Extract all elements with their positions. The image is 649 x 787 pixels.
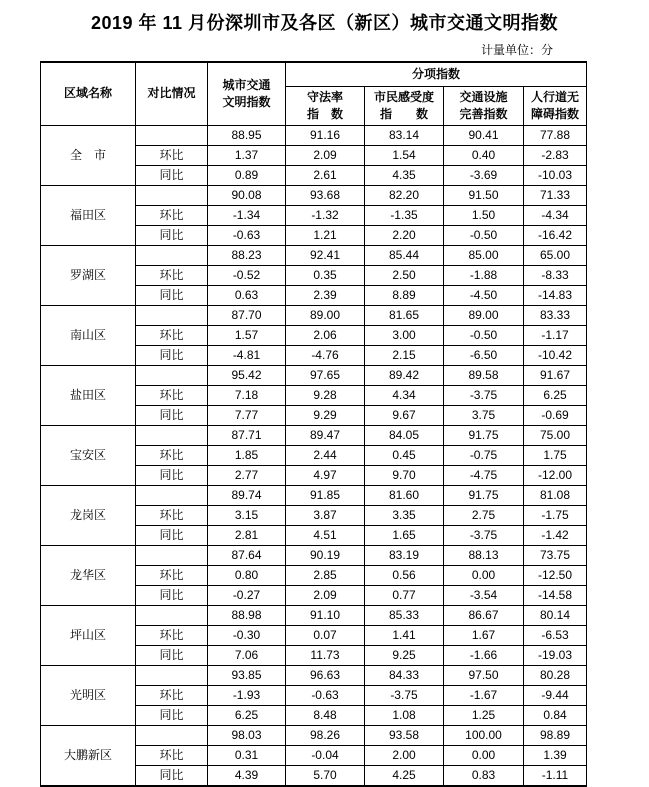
table-row <box>41 425 587 445</box>
value-cell: 91.10 <box>286 605 365 625</box>
traffic-index-table <box>40 61 587 787</box>
value-cell: 6.25 <box>524 385 587 405</box>
region-name-cell: 龙岗区 <box>41 485 136 545</box>
table-row <box>41 605 587 625</box>
value-cell: 75.00 <box>524 425 587 445</box>
comparison-label-cell: 环比 <box>136 625 208 645</box>
table-row <box>41 305 587 325</box>
comparison-label-cell: 同比 <box>136 525 208 545</box>
region-name-cell: 盐田区 <box>41 365 136 425</box>
value-cell: 89.42 <box>365 365 444 385</box>
value-cell: 88.95 <box>208 125 286 145</box>
value-cell: 4.97 <box>286 465 365 485</box>
value-cell: -1.34 <box>208 205 286 225</box>
value-cell: 87.64 <box>208 545 286 565</box>
value-cell: 9.25 <box>365 645 444 665</box>
header-sub-col-law-line1: 守法率 <box>306 89 343 104</box>
region-name-cell: 罗湖区 <box>41 245 136 305</box>
header-sub-col-sidewalk-line2: 障碍指数 <box>531 106 580 121</box>
value-cell: 9.70 <box>365 465 444 485</box>
value-cell: -1.75 <box>524 505 587 525</box>
value-cell: -0.63 <box>208 225 286 245</box>
value-cell: -4.75 <box>444 465 524 485</box>
value-cell: 89.00 <box>286 305 365 325</box>
value-cell: 6.25 <box>208 705 286 725</box>
value-cell: -9.44 <box>524 685 587 705</box>
comparison-label-cell <box>136 545 208 565</box>
value-cell: 91.67 <box>524 365 587 385</box>
value-cell: -1.88 <box>444 265 524 285</box>
value-cell: 1.37 <box>208 145 286 165</box>
value-cell: -0.27 <box>208 585 286 605</box>
value-cell: 1.57 <box>208 325 286 345</box>
unit-note: 计量单位：分 <box>480 43 553 57</box>
header-sub-col-perception-line1: 市民感受度 <box>373 89 434 104</box>
comparison-label-cell: 同比 <box>136 765 208 786</box>
value-cell: 7.77 <box>208 405 286 425</box>
header-sub-col-perception-line2: 指 数 <box>379 106 428 121</box>
value-cell: -1.42 <box>524 525 587 545</box>
comparison-label-cell: 同比 <box>136 405 208 425</box>
value-cell: 3.35 <box>365 505 444 525</box>
table-row <box>41 365 587 385</box>
value-cell: 80.14 <box>524 605 587 625</box>
header-sub-col-facility <box>444 86 524 125</box>
comparison-label-cell <box>136 125 208 145</box>
value-cell: 91.75 <box>444 485 524 505</box>
value-cell: 71.33 <box>524 185 587 205</box>
value-cell: 97.50 <box>444 665 524 685</box>
value-cell: 2.44 <box>286 445 365 465</box>
value-cell: 3.00 <box>365 325 444 345</box>
value-cell: 89.58 <box>444 365 524 385</box>
value-cell: 84.05 <box>365 425 444 445</box>
value-cell: 83.33 <box>524 305 587 325</box>
value-cell: 2.50 <box>365 265 444 285</box>
header-region: 区域名称 <box>41 62 136 125</box>
comparison-label-cell: 环比 <box>136 145 208 165</box>
comparison-label-cell: 同比 <box>136 465 208 485</box>
comparison-label-cell <box>136 725 208 745</box>
value-cell: 1.54 <box>365 145 444 165</box>
region-name-cell: 大鹏新区 <box>41 725 136 786</box>
table-body <box>41 125 587 786</box>
value-cell: 1.39 <box>524 745 587 765</box>
header-row-top <box>41 62 587 86</box>
comparison-label-cell: 同比 <box>136 705 208 725</box>
value-cell: 2.77 <box>208 465 286 485</box>
comparison-label-cell: 环比 <box>136 385 208 405</box>
header-sub-col-law-line2: 指 数 <box>306 106 343 121</box>
value-cell: 91.16 <box>286 125 365 145</box>
value-cell: 4.39 <box>208 765 286 786</box>
value-cell: 1.67 <box>444 625 524 645</box>
value-cell: -3.69 <box>444 165 524 185</box>
value-cell: 89.47 <box>286 425 365 445</box>
value-cell: 84.33 <box>365 665 444 685</box>
value-cell: 1.08 <box>365 705 444 725</box>
value-cell: 88.98 <box>208 605 286 625</box>
value-cell: 4.25 <box>365 765 444 786</box>
value-cell: 0.83 <box>444 765 524 786</box>
value-cell: -4.34 <box>524 205 587 225</box>
value-cell: 93.85 <box>208 665 286 685</box>
value-cell: 8.89 <box>365 285 444 305</box>
value-cell: 85.44 <box>365 245 444 265</box>
value-cell: 0.89 <box>208 165 286 185</box>
comparison-label-cell <box>136 665 208 685</box>
value-cell: 87.71 <box>208 425 286 445</box>
value-cell: 0.00 <box>444 745 524 765</box>
value-cell: 96.63 <box>286 665 365 685</box>
value-cell: 2.15 <box>365 345 444 365</box>
value-cell: 0.31 <box>208 745 286 765</box>
table-row <box>41 245 587 265</box>
value-cell: 0.56 <box>365 565 444 585</box>
value-cell: 87.70 <box>208 305 286 325</box>
value-cell: 9.28 <box>286 385 365 405</box>
value-cell: 81.65 <box>365 305 444 325</box>
value-cell: 2.09 <box>286 145 365 165</box>
table-row <box>41 545 587 565</box>
comparison-label-cell <box>136 485 208 505</box>
comparison-label-cell: 环比 <box>136 325 208 345</box>
value-cell: 91.75 <box>444 425 524 445</box>
value-cell: 91.85 <box>286 485 365 505</box>
value-cell: 3.87 <box>286 505 365 525</box>
comparison-label-cell <box>136 425 208 445</box>
value-cell: -0.04 <box>286 745 365 765</box>
value-cell: 98.26 <box>286 725 365 745</box>
value-cell: 0.80 <box>208 565 286 585</box>
value-cell: 73.75 <box>524 545 587 565</box>
value-cell: -16.42 <box>524 225 587 245</box>
header-city-index <box>208 62 286 125</box>
comparison-label-cell: 同比 <box>136 285 208 305</box>
value-cell: 90.19 <box>286 545 365 565</box>
value-cell: 1.85 <box>208 445 286 465</box>
value-cell: -0.50 <box>444 325 524 345</box>
value-cell: -8.33 <box>524 265 587 285</box>
value-cell: 92.41 <box>286 245 365 265</box>
value-cell: 1.41 <box>365 625 444 645</box>
value-cell: -0.30 <box>208 625 286 645</box>
header-comparison: 对比情况 <box>136 62 208 125</box>
comparison-label-cell: 环比 <box>136 445 208 465</box>
value-cell: 9.29 <box>286 405 365 425</box>
value-cell: -1.17 <box>524 325 587 345</box>
region-name-cell: 全 市 <box>41 125 136 185</box>
region-name-cell: 宝安区 <box>41 425 136 485</box>
value-cell: 81.60 <box>365 485 444 505</box>
comparison-label-cell: 同比 <box>136 225 208 245</box>
value-cell: 0.00 <box>444 565 524 585</box>
value-cell: 1.21 <box>286 225 365 245</box>
value-cell: -12.00 <box>524 465 587 485</box>
value-cell: 0.63 <box>208 285 286 305</box>
value-cell: 77.88 <box>524 125 587 145</box>
value-cell: -1.66 <box>444 645 524 665</box>
value-cell: -4.81 <box>208 345 286 365</box>
value-cell: -1.35 <box>365 205 444 225</box>
value-cell: 2.85 <box>286 565 365 585</box>
comparison-label-cell: 同比 <box>136 165 208 185</box>
value-cell: 2.06 <box>286 325 365 345</box>
comparison-label-cell: 同比 <box>136 345 208 365</box>
value-cell: -19.03 <box>524 645 587 665</box>
value-cell: 93.58 <box>365 725 444 745</box>
value-cell: -0.69 <box>524 405 587 425</box>
value-cell: -14.58 <box>524 585 587 605</box>
value-cell: 89.00 <box>444 305 524 325</box>
table-row <box>41 665 587 685</box>
value-cell: -3.75 <box>365 685 444 705</box>
value-cell: 2.81 <box>208 525 286 545</box>
value-cell: 2.09 <box>286 585 365 605</box>
value-cell: 65.00 <box>524 245 587 265</box>
header-sub-col-facility-line1: 交通设施 <box>459 89 508 104</box>
value-cell: -4.76 <box>286 345 365 365</box>
table-header <box>41 62 587 125</box>
value-cell: -1.11 <box>524 765 587 786</box>
value-cell: -0.63 <box>286 685 365 705</box>
header-sub-col-perception <box>365 86 444 125</box>
value-cell: 11.73 <box>286 645 365 665</box>
value-cell: 5.70 <box>286 765 365 786</box>
table-row <box>41 125 587 145</box>
header-sub-group: 分项指数 <box>286 62 587 86</box>
value-cell: 90.41 <box>444 125 524 145</box>
value-cell: 1.65 <box>365 525 444 545</box>
value-cell: 97.65 <box>286 365 365 385</box>
value-cell: 8.48 <box>286 705 365 725</box>
region-name-cell: 龙华区 <box>41 545 136 605</box>
comparison-label-cell: 同比 <box>136 585 208 605</box>
value-cell: 4.35 <box>365 165 444 185</box>
value-cell: -1.32 <box>286 205 365 225</box>
comparison-label-cell <box>136 185 208 205</box>
value-cell: 0.40 <box>444 145 524 165</box>
value-cell: 0.07 <box>286 625 365 645</box>
table-row <box>41 485 587 505</box>
comparison-label-cell <box>136 605 208 625</box>
value-cell: 81.08 <box>524 485 587 505</box>
value-cell: 80.28 <box>524 665 587 685</box>
value-cell: -4.50 <box>444 285 524 305</box>
value-cell: -0.50 <box>444 225 524 245</box>
table-row <box>41 725 587 745</box>
value-cell: 83.14 <box>365 125 444 145</box>
comparison-label-cell <box>136 365 208 385</box>
value-cell: 85.33 <box>365 605 444 625</box>
page-title: 2019 年 11 月份深圳市及各区（新区）城市交通文明指数 <box>90 13 559 33</box>
comparison-label-cell: 环比 <box>136 265 208 285</box>
value-cell: 2.20 <box>365 225 444 245</box>
value-cell: 1.25 <box>444 705 524 725</box>
value-cell: 98.89 <box>524 725 587 745</box>
value-cell: 93.68 <box>286 185 365 205</box>
region-name-cell: 福田区 <box>41 185 136 245</box>
comparison-label-cell: 环比 <box>136 565 208 585</box>
value-cell: 2.39 <box>286 285 365 305</box>
header-sub-col-facility-line2: 完善指数 <box>459 106 508 121</box>
value-cell: -10.03 <box>524 165 587 185</box>
value-cell: 4.51 <box>286 525 365 545</box>
value-cell: 3.75 <box>444 405 524 425</box>
comparison-label-cell <box>136 305 208 325</box>
value-cell: -3.75 <box>444 525 524 545</box>
value-cell: 83.19 <box>365 545 444 565</box>
value-cell: 1.75 <box>524 445 587 465</box>
value-cell: -12.50 <box>524 565 587 585</box>
value-cell: -14.83 <box>524 285 587 305</box>
value-cell: 88.13 <box>444 545 524 565</box>
value-cell: -6.53 <box>524 625 587 645</box>
value-cell: 0.45 <box>365 445 444 465</box>
value-cell: -10.42 <box>524 345 587 365</box>
value-cell: 98.03 <box>208 725 286 745</box>
value-cell: -1.67 <box>444 685 524 705</box>
header-sub-col-sidewalk-line1: 人行道无 <box>531 89 580 104</box>
value-cell: 2.75 <box>444 505 524 525</box>
comparison-label-cell: 环比 <box>136 505 208 525</box>
value-cell: 95.42 <box>208 365 286 385</box>
value-cell: 3.15 <box>208 505 286 525</box>
value-cell: 100.00 <box>444 725 524 745</box>
region-name-cell: 坪山区 <box>41 605 136 665</box>
value-cell: -2.83 <box>524 145 587 165</box>
header-city-index-line2: 文明指数 <box>222 94 271 109</box>
value-cell: 2.00 <box>365 745 444 765</box>
comparison-label-cell: 同比 <box>136 645 208 665</box>
value-cell: 1.50 <box>444 205 524 225</box>
region-name-cell: 光明区 <box>41 665 136 725</box>
value-cell: 86.67 <box>444 605 524 625</box>
comparison-label-cell: 环比 <box>136 205 208 225</box>
value-cell: 89.74 <box>208 485 286 505</box>
comparison-label-cell: 环比 <box>136 745 208 765</box>
value-cell: 85.00 <box>444 245 524 265</box>
value-cell: -0.75 <box>444 445 524 465</box>
header-sub-col-sidewalk <box>524 86 587 125</box>
comparison-label-cell <box>136 245 208 265</box>
value-cell: 4.34 <box>365 385 444 405</box>
value-cell: -0.52 <box>208 265 286 285</box>
comparison-label-cell: 环比 <box>136 685 208 705</box>
value-cell: 7.06 <box>208 645 286 665</box>
value-cell: -3.75 <box>444 385 524 405</box>
value-cell: -3.54 <box>444 585 524 605</box>
value-cell: 7.18 <box>208 385 286 405</box>
table-row <box>41 185 587 205</box>
value-cell: 9.67 <box>365 405 444 425</box>
value-cell: -1.93 <box>208 685 286 705</box>
value-cell: 0.35 <box>286 265 365 285</box>
region-name-cell: 南山区 <box>41 305 136 365</box>
header-city-index-line1: 城市交通 <box>222 77 271 92</box>
value-cell: 0.84 <box>524 705 587 725</box>
value-cell: -6.50 <box>444 345 524 365</box>
value-cell: 88.23 <box>208 245 286 265</box>
value-cell: 0.77 <box>365 585 444 605</box>
value-cell: 91.50 <box>444 185 524 205</box>
value-cell: 82.20 <box>365 185 444 205</box>
value-cell: 90.08 <box>208 185 286 205</box>
value-cell: 2.61 <box>286 165 365 185</box>
header-sub-col-law <box>286 86 365 125</box>
